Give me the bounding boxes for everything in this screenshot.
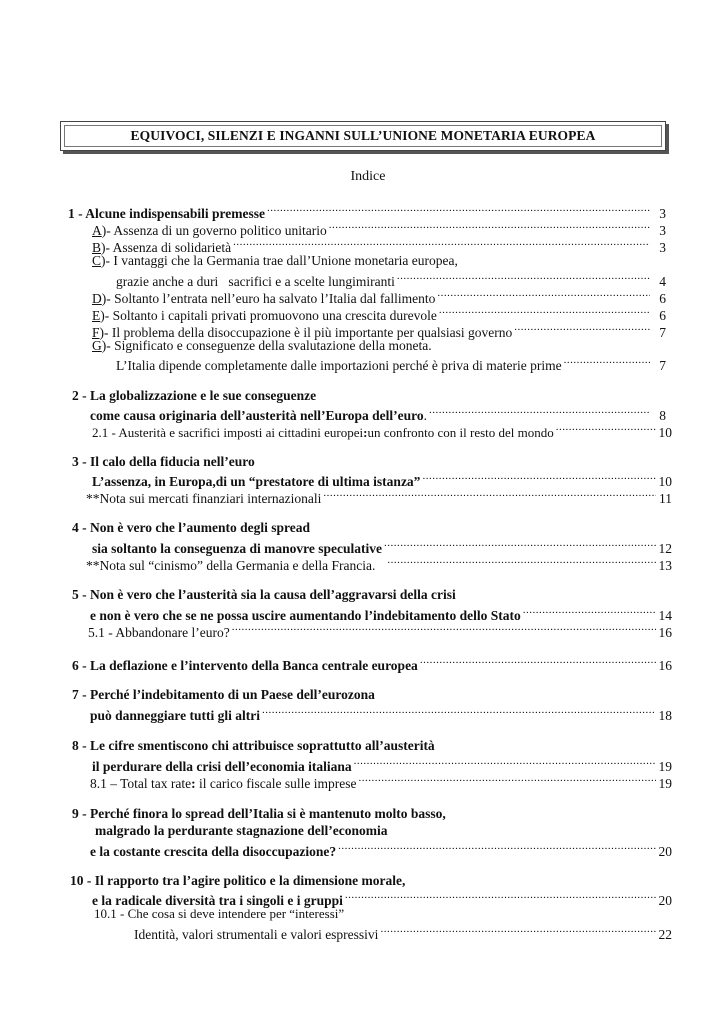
toc-entry-9-line2[interactable]: malgrado la perdurante stagnazione dell’economia <box>95 823 388 838</box>
toc-entry-10-page: 20 <box>658 893 672 908</box>
toc-entry-2-1-colon: : <box>363 425 368 440</box>
document-title-box <box>60 121 666 151</box>
toc-entry-5-line1[interactable]: 5 - Non è vero che l’austerità sia la causa dell’aggravarsi della crisi <box>72 587 456 602</box>
leader-dots <box>345 889 656 905</box>
toc-entry-9-line1[interactable]: 9 - Perché finora lo spread dell’Italia si è mantenuto molto basso, <box>72 806 446 821</box>
toc-entry-10-1-line2[interactable] <box>134 923 672 943</box>
leader-dots <box>338 840 656 856</box>
toc-entry-1c-line1[interactable] <box>92 253 458 269</box>
toc-entry-1g-line2[interactable] <box>116 354 666 374</box>
toc-entry-4-title: sia soltanto la conseguenza di manovre speculative <box>92 541 382 556</box>
toc-entry-1e-letter: E <box>92 308 101 323</box>
toc-entry-1b-letter: B <box>92 240 102 255</box>
toc-entry-5-1-title: 5.1 - Abbandonare l’euro? <box>88 625 230 640</box>
toc-entry-2-1-page: 10 <box>658 425 672 440</box>
toc-entry-1b-title: )- Assenza di solidarietà <box>101 240 232 255</box>
toc-entry-7-title: può danneggiare tutti gli altri <box>90 708 261 723</box>
document-title: EQUIVOCI, SILENZI E INGANNI SULL’UNIONE MONETARIA EUROPEA <box>130 128 596 143</box>
toc-entry-8-1-colon: : <box>191 776 196 791</box>
toc-entry-3-title: L’assenza, in Europa,di un “prestatore di ultima istanza” <box>92 474 421 489</box>
index-label: Indice <box>350 169 386 184</box>
toc-entry-1f-letter: F <box>92 325 100 340</box>
toc-entry-4-note-page: 13 <box>658 558 672 573</box>
toc-entry-1b-page: 3 <box>659 240 666 255</box>
toc-entry-8-1-title-a: 8.1 – Total tax rate <box>90 776 192 791</box>
leader-dots <box>422 470 656 486</box>
toc-entry-1c-continuation: grazie anche a duri sacrifici e a scelte lungimiranti <box>116 274 395 289</box>
leader-dots <box>329 219 650 235</box>
toc-entry-10-1-page: 22 <box>658 927 672 942</box>
toc-entry-1e-title: )- Soltanto i capitali privati promuovono una crescita durevole <box>100 308 437 323</box>
toc-entry-2-1-title-a: 2.1 - Austerità e sacrifici imposti ai cittadini europei <box>92 425 364 440</box>
toc-entry-3-page: 10 <box>658 474 672 489</box>
leader-dots <box>380 923 656 939</box>
toc-entry-4-note[interactable] <box>86 554 672 574</box>
leader-dots <box>439 304 650 320</box>
toc-entry-1f-title: )- Il problema della disoccupazione è il più importante per qualsiasi governo <box>99 325 513 340</box>
toc-entry-2-1[interactable] <box>92 421 672 441</box>
toc-entry-1g-line1[interactable] <box>92 338 432 354</box>
leader-dots <box>387 554 656 570</box>
toc-entry-1d-page: 6 <box>659 291 666 306</box>
toc-entry-6-title: 6 - La deflazione e l’intervento della Banca centrale europea <box>72 658 418 673</box>
toc-entry-3-note-page: 11 <box>659 491 672 506</box>
toc-entry-1g-title: )- Significato e conseguenze della svalutazione della moneta. <box>101 338 432 353</box>
toc-entry-9-title: e la costante crescita della disoccupazione? <box>90 844 337 859</box>
toc-entry-7-page: 18 <box>658 708 672 723</box>
leader-dots <box>437 287 650 303</box>
toc-entry-5-1[interactable] <box>88 621 672 641</box>
toc-entry-3-note[interactable] <box>86 487 672 507</box>
toc-entry-5-1-page: 16 <box>658 625 672 640</box>
toc-entry-2-1-title-b: un confronto con il resto del mondo <box>367 425 554 440</box>
toc-entry-2-tail: . <box>423 408 427 423</box>
toc-entry-8-title: il perdurare della crisi dell’economia italiana <box>92 759 352 774</box>
leader-dots <box>556 421 656 437</box>
toc-entry-3-note-title: **Nota sui mercati finanziari internazionali <box>86 491 322 506</box>
toc-entry-6[interactable] <box>72 654 672 674</box>
toc-entry-8-1[interactable] <box>90 772 672 792</box>
leader-dots <box>323 487 656 503</box>
toc-entry-1-page: 3 <box>659 206 666 221</box>
toc-entry-10-1-title: Identità, valori strumentali e valori espressivi <box>134 927 379 942</box>
leader-dots <box>262 704 656 720</box>
toc-entry-10-line1[interactable]: 10 - Il rapporto tra l’agire politico e la dimensione morale, <box>70 873 406 888</box>
toc-entry-8-page: 19 <box>658 759 672 774</box>
toc-entry-3-line1[interactable]: 3 - Il calo della fiducia nell’euro <box>72 454 255 469</box>
toc-entry-9-line3[interactable] <box>90 840 672 860</box>
index-heading <box>0 169 724 185</box>
toc-entry-7-line2[interactable] <box>90 704 672 724</box>
toc-entry-6-page: 16 <box>658 658 672 673</box>
leader-dots <box>397 270 650 286</box>
toc-entry-2-page: 8 <box>659 408 666 423</box>
toc-entry-1e-page: 6 <box>659 308 666 323</box>
toc-entry-2-title: come causa originaria dell’austerità nell’Europa dell’euro <box>90 408 424 423</box>
leader-dots <box>429 404 650 420</box>
toc-entry-4-note-title: **Nota sul “cinismo” della Germania e della Francia. <box>86 558 376 573</box>
toc-entry-8-1-title-b: il carico fiscale sulle imprese <box>195 776 357 791</box>
toc-entry-1d-letter: D <box>92 291 102 306</box>
toc-entry-1f-page: 7 <box>659 325 666 340</box>
toc-entry-1a-page: 3 <box>659 223 666 238</box>
toc-entry-10-title: e la radicale diversità tra i singoli e i gruppi <box>92 893 343 908</box>
toc-entry-5-title: e non è vero che se ne possa uscire aumentando l’indebitamento dello Stato <box>90 608 521 623</box>
leader-dots <box>354 755 656 771</box>
toc-entry-1a-letter: A <box>92 223 102 238</box>
toc-entry-1a-title: )- Assenza di un governo politico unitario <box>101 223 327 238</box>
leader-dots <box>420 654 656 670</box>
toc-entry-10-1-line1[interactable]: 10.1 - Che cosa si deve intendere per “interessi” <box>94 906 345 921</box>
toc-entry-1-title: 1 - Alcune indispensabili premesse <box>68 206 266 221</box>
toc-entry-1g-letter: G <box>92 338 102 353</box>
toc-entry-8-1-page: 19 <box>658 776 672 791</box>
toc-entry-8-line1[interactable]: 8 - Le cifre smentiscono chi attribuisce soprattutto all’austerità <box>72 738 435 753</box>
toc-entry-4-page: 12 <box>658 541 672 556</box>
toc-entry-1d-title: )- Soltanto l’entrata nell’euro ha salvato l’Italia dal fallimento <box>101 291 436 306</box>
leader-dots <box>384 537 656 553</box>
leader-dots <box>514 321 650 337</box>
toc-entry-1g-continuation: L’Italia dipende completamente dalle importazioni perché è priva di materie prime <box>116 358 562 373</box>
leader-dots <box>232 621 656 637</box>
leader-dots <box>267 202 650 218</box>
toc-entry-1c-page: 4 <box>659 274 666 289</box>
leader-dots <box>233 236 650 252</box>
leader-dots <box>564 354 650 370</box>
toc-entry-1c-title: )- I vantaggi che la Germania trae dall’Unione monetaria europea, <box>101 253 458 268</box>
toc-entry-7-line1[interactable]: 7 - Perché l’indebitamento di un Paese dell’eurozona <box>72 687 375 702</box>
toc-entry-1c-letter: C <box>92 253 102 268</box>
leader-dots <box>523 604 656 620</box>
toc-entry-1g-page: 7 <box>659 358 666 373</box>
toc-entry-5-page: 14 <box>658 608 672 623</box>
toc-entry-9-page: 20 <box>658 844 672 859</box>
toc-entry-4-line1[interactable]: 4 - Non è vero che l’aumento degli spread <box>72 520 310 535</box>
leader-dots <box>358 772 656 788</box>
toc-entry-2-line1[interactable]: 2 - La globalizzazione e le sue conseguenze <box>72 388 317 403</box>
